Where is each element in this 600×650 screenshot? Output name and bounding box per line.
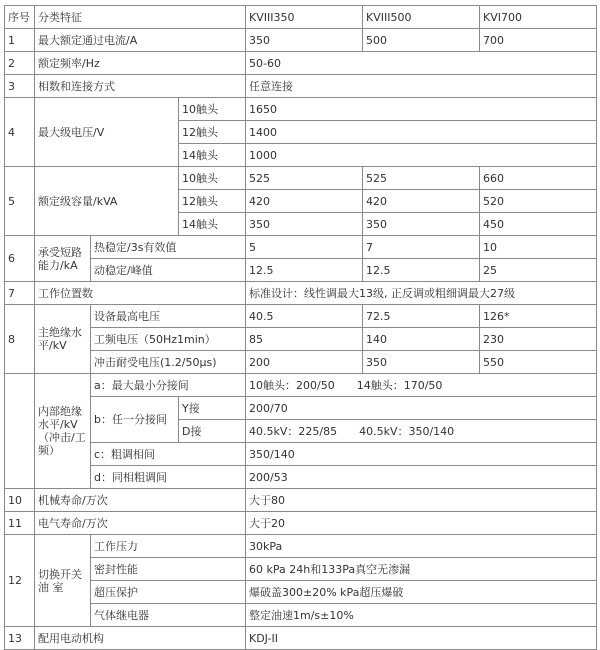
row-label: 电气寿命/万次 <box>35 512 246 535</box>
table-row <box>5 558 597 581</box>
cell-value: 大于20 <box>246 512 597 535</box>
table-row <box>5 167 597 190</box>
cell-value: 350 <box>363 213 480 236</box>
row-number: 6 <box>5 236 35 282</box>
cell-value: 200/53 <box>246 466 597 489</box>
table-row <box>5 236 597 259</box>
cell-value: 10触头：200/50 14触头：170/50 <box>246 374 597 397</box>
cell-value: 任意连接 <box>246 75 597 98</box>
row-label: 最大级电压/V <box>35 98 179 167</box>
cell-value: 1650 <box>246 98 597 121</box>
cell-value: 30kPa <box>246 535 597 558</box>
table-row <box>5 351 597 374</box>
row-number: 11 <box>5 512 35 535</box>
sub-label: c：粗调相间 <box>91 443 246 466</box>
sub-label: 热稳定/3s有效值 <box>91 236 246 259</box>
row-number: 10 <box>5 489 35 512</box>
cell-value: 420 <box>363 190 480 213</box>
sub-label: 冲击耐受电压(1.2/50μs) <box>91 351 246 374</box>
sub-label: 工频电压（50Hz1min） <box>91 328 246 351</box>
sub-sub-label: D接 <box>179 420 246 443</box>
sub-label: d：同相粗调间 <box>91 466 246 489</box>
cell-value: 350 <box>246 213 363 236</box>
row-number: 4 <box>5 98 35 167</box>
table-header-row <box>5 6 597 29</box>
cell-value: 660 <box>480 167 597 190</box>
cell-value: 爆破盖300±20% kPa超压爆破 <box>246 581 597 604</box>
sub-label: 14触头 <box>179 213 246 236</box>
header-no: 序号 <box>5 6 35 29</box>
sub-label: b：任一分接间 <box>91 397 179 443</box>
row-label: 配用电动机构 <box>35 627 246 650</box>
table-row <box>5 397 597 420</box>
table-row <box>5 282 597 305</box>
cell-value: 60 kPa 24h和133Pa真空无渗漏 <box>246 558 597 581</box>
cell-value: 525 <box>246 167 363 190</box>
cell-value: 200/70 <box>246 397 597 420</box>
row-number: 3 <box>5 75 35 98</box>
row-number: 8 <box>5 305 35 374</box>
cell-value: 700 <box>480 29 597 52</box>
row-label: 承受短路能力/kA <box>35 236 91 282</box>
header-model-2: KVIII500 <box>363 6 480 29</box>
table-row <box>5 29 597 52</box>
sub-label: 10触头 <box>179 98 246 121</box>
sub-label: 密封性能 <box>91 558 246 581</box>
table-row <box>5 535 597 558</box>
sub-label: a：最大最小分接间 <box>91 374 246 397</box>
row-label: 切换开关油 室 <box>35 535 91 627</box>
row-label: 最大额定通过电流/A <box>35 29 246 52</box>
header-model-3: KVI700 <box>480 6 597 29</box>
cell-value: 25 <box>480 259 597 282</box>
cell-value: 140 <box>363 328 480 351</box>
row-number: 1 <box>5 29 35 52</box>
row-number: 12 <box>5 535 35 627</box>
row-number: 7 <box>5 282 35 305</box>
cell-value: 520 <box>480 190 597 213</box>
table-row <box>5 328 597 351</box>
sub-label: 12触头 <box>179 121 246 144</box>
table-row <box>5 259 597 282</box>
table-row <box>5 374 597 397</box>
row-number: 5 <box>5 167 35 236</box>
cell-value: 72.5 <box>363 305 480 328</box>
sub-label: 12触头 <box>179 190 246 213</box>
cell-value: 40.5 <box>246 305 363 328</box>
table-row <box>5 98 597 121</box>
cell-value: 550 <box>480 351 597 374</box>
header-feature: 分类特征 <box>35 6 246 29</box>
cell-value: 1400 <box>246 121 597 144</box>
row-label: 机械寿命/万次 <box>35 489 246 512</box>
cell-value: 350/140 <box>246 443 597 466</box>
sub-label: 设备最高电压 <box>91 305 246 328</box>
cell-value: 7 <box>363 236 480 259</box>
row-label: 主绝缘水平/kV <box>35 305 91 374</box>
cell-value: 420 <box>246 190 363 213</box>
table-row <box>5 581 597 604</box>
table-row <box>5 604 597 627</box>
row-label: 相数和连接方式 <box>35 75 246 98</box>
row-label: 额定级容量/kVA <box>35 167 179 236</box>
table-row <box>5 489 597 512</box>
cell-value: 40.5kV：225/85 40.5kV：350/140 <box>246 420 597 443</box>
cell-value: 12.5 <box>246 259 363 282</box>
cell-value: 230 <box>480 328 597 351</box>
cell-value: 整定油速1m/s±10% <box>246 604 597 627</box>
header-model-1: KVIII350 <box>246 6 363 29</box>
sub-sub-label: Y接 <box>179 397 246 420</box>
row-label: 工作位置数 <box>35 282 246 305</box>
sub-label: 工作压力 <box>91 535 246 558</box>
cell-value: 525 <box>363 167 480 190</box>
cell-value: 500 <box>363 29 480 52</box>
table-row <box>5 466 597 489</box>
sub-label: 超压保护 <box>91 581 246 604</box>
row-label: 额定频率/Hz <box>35 52 246 75</box>
cell-value: 标准设计：线性调最大13级, 正反调或粗细调最大27级 <box>246 282 597 305</box>
cell-value: 450 <box>480 213 597 236</box>
sub-label: 14触头 <box>179 144 246 167</box>
cell-value: 350 <box>363 351 480 374</box>
cell-value: 200 <box>246 351 363 374</box>
cell-value: 85 <box>246 328 363 351</box>
table-row <box>5 52 597 75</box>
cell-value: 5 <box>246 236 363 259</box>
row-number: 13 <box>5 627 35 650</box>
cell-value: 大于80 <box>246 489 597 512</box>
cell-value: 12.5 <box>363 259 480 282</box>
cell-value: 1000 <box>246 144 597 167</box>
row-number <box>5 374 35 489</box>
cell-value: 126* <box>480 305 597 328</box>
table-row <box>5 75 597 98</box>
row-number: 2 <box>5 52 35 75</box>
cell-value: 350 <box>246 29 363 52</box>
sub-label: 气体继电器 <box>91 604 246 627</box>
row-label: 内部绝缘水平/kV（冲击/工频） <box>35 374 91 489</box>
table-row <box>5 512 597 535</box>
cell-value: KDJ-II <box>246 627 597 650</box>
table-row <box>5 305 597 328</box>
table-row <box>5 443 597 466</box>
sub-label: 10触头 <box>179 167 246 190</box>
cell-value: 50-60 <box>246 52 597 75</box>
table-row <box>5 627 597 650</box>
cell-value: 10 <box>480 236 597 259</box>
spec-table <box>4 5 597 650</box>
sub-label: 动稳定/峰值 <box>91 259 246 282</box>
